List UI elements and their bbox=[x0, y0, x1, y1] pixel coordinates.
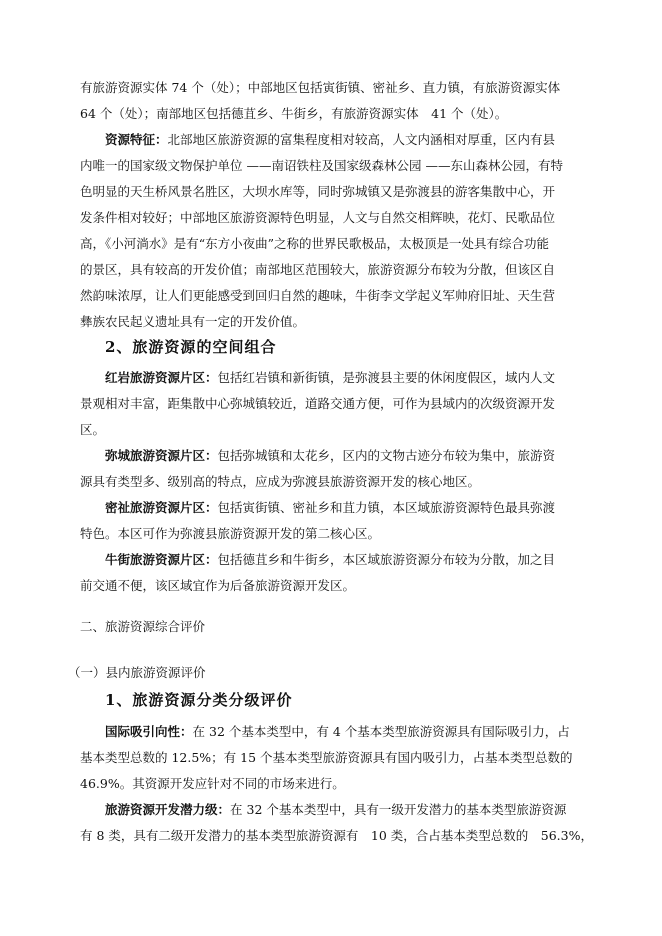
paragraph-micheng bbox=[80, 443, 584, 495]
text-line bbox=[80, 495, 584, 521]
heading-subsection-1: （一）县内旅游资源评价 bbox=[68, 665, 206, 680]
text-line bbox=[80, 365, 584, 391]
text-line: 前交通不便，该区域宜作为后备旅游资源开发区。 bbox=[80, 578, 356, 593]
text-line: 46.9%。其资源开发应针对不同的市场来进行。 bbox=[80, 776, 345, 791]
text-run: 包括弥城镇和太花乡，区内的文物古迹分布较为集中，旅游资 bbox=[217, 448, 556, 463]
text-run: 在 32 个基本类型中，具有一级开发潜力的基本类型旅游资源 bbox=[230, 802, 567, 817]
paragraph-label: 密祉旅游资源片区： bbox=[105, 500, 218, 515]
paragraph-resource-features bbox=[80, 127, 584, 335]
text-line: 色明显的天生桥风景名胜区，大坝水库等，同时弥城镇又是弥渡县的游客集散中心，开 bbox=[80, 184, 556, 199]
text-line: 然韵味浓厚，让人们更能感受到回归自然的趣味，牛街李文学起义军帅府旧址、天生营 bbox=[80, 288, 556, 303]
paragraph-mizhi bbox=[80, 495, 584, 547]
paragraph-niujie bbox=[80, 547, 584, 599]
text-run: 包括寅街镇、密祉乡和苴力镇，本区域旅游资源特色最具弥渡 bbox=[217, 500, 556, 515]
text-line: 景观相对丰富，距集散中心弥城镇较近，道路交通方便，可作为县域内的次级资源开发 bbox=[80, 396, 556, 411]
paragraph-label: 红岩旅游资源片区： bbox=[105, 370, 218, 385]
text-line: 发条件相对较好；中部地区旅游资源特色明显，人文与自然交相辉映，花灯、民歌品位 bbox=[80, 210, 556, 225]
text-line: 有旅游资源实体 74 个（处）；中部地区包括寅街镇、密祉乡、直力镇，有旅游资源实体 bbox=[80, 80, 561, 95]
text-line bbox=[80, 547, 584, 573]
paragraph-hongyan bbox=[80, 365, 584, 443]
heading-spatial-combination: 2、旅游资源的空间组合 bbox=[105, 338, 277, 356]
text-line bbox=[80, 127, 584, 153]
paragraph-international-attraction bbox=[80, 719, 584, 797]
text-line: 64 个（处）；南部地区包括德苴乡、牛街乡，有旅游资源实体 41 个（处）。 bbox=[80, 106, 508, 121]
paragraph-label: 旅游资源开发潜力级： bbox=[105, 802, 231, 817]
paragraph-label: 资源特征： bbox=[105, 132, 168, 147]
text-line bbox=[80, 719, 584, 745]
text-line: 彝族农民起义遗址具有一定的开发价值。 bbox=[80, 314, 306, 329]
text-run: 包括德苴乡和牛街乡，本区域旅游资源分布较为分散，加之目 bbox=[217, 552, 556, 567]
text-line: 特色。本区可作为弥渡县旅游资源开发的第二核心区。 bbox=[80, 526, 381, 541]
text-line: 基本类型总数的 12.5%；有 15 个基本类型旅游资源具有国内吸引力，占基本类型总数的 bbox=[80, 750, 573, 765]
text-line: 区。 bbox=[80, 422, 106, 437]
heading-section-2: 二、旅游资源综合评价 bbox=[80, 619, 206, 634]
text-run: 北部地区旅游资源的富集程度相对较高，人文内涵相对厚重，区内有县 bbox=[167, 132, 556, 147]
paragraph-continuation bbox=[80, 75, 584, 127]
paragraph-label: 牛街旅游资源片区： bbox=[105, 552, 218, 567]
paragraph-development-potential bbox=[80, 797, 593, 849]
text-run: 包括红岩镇和新街镇，是弥渡县主要的休闲度假区，域内人文 bbox=[217, 370, 556, 385]
text-run: 在 32 个基本类型中，有 4 个基本类型旅游资源具有国际吸引力，占 bbox=[192, 724, 570, 739]
text-line: 有 8 类，具有二级开发潜力的基本类型旅游资源有 10 类，合占基本类型总数的 56.3%， bbox=[80, 828, 593, 843]
heading-classification: 1、旅游资源分类分级评价 bbox=[105, 691, 293, 709]
text-line: 内唯一的国家级文物保护单位 ——南诏铁柱及国家级森林公园 ——东山森林公园，有特 bbox=[80, 158, 563, 173]
text-line bbox=[80, 797, 584, 823]
text-line bbox=[80, 443, 584, 469]
text-line: 的景区，具有较高的开发价值；南部地区范围较大，旅游资源分布较为分散，但该区自 bbox=[80, 262, 556, 277]
paragraph-label: 弥城旅游资源片区： bbox=[105, 448, 218, 463]
text-line: 源具有类型多、级别高的特点，应成为弥渡县旅游资源开发的核心地区。 bbox=[80, 474, 481, 489]
paragraph-label: 国际吸引向性： bbox=[105, 724, 193, 739]
text-line: 高，《小河淌水》是有“东方小夜曲”之称的世界民歌极品，太极顶是一处具有综合功能 bbox=[80, 236, 550, 251]
